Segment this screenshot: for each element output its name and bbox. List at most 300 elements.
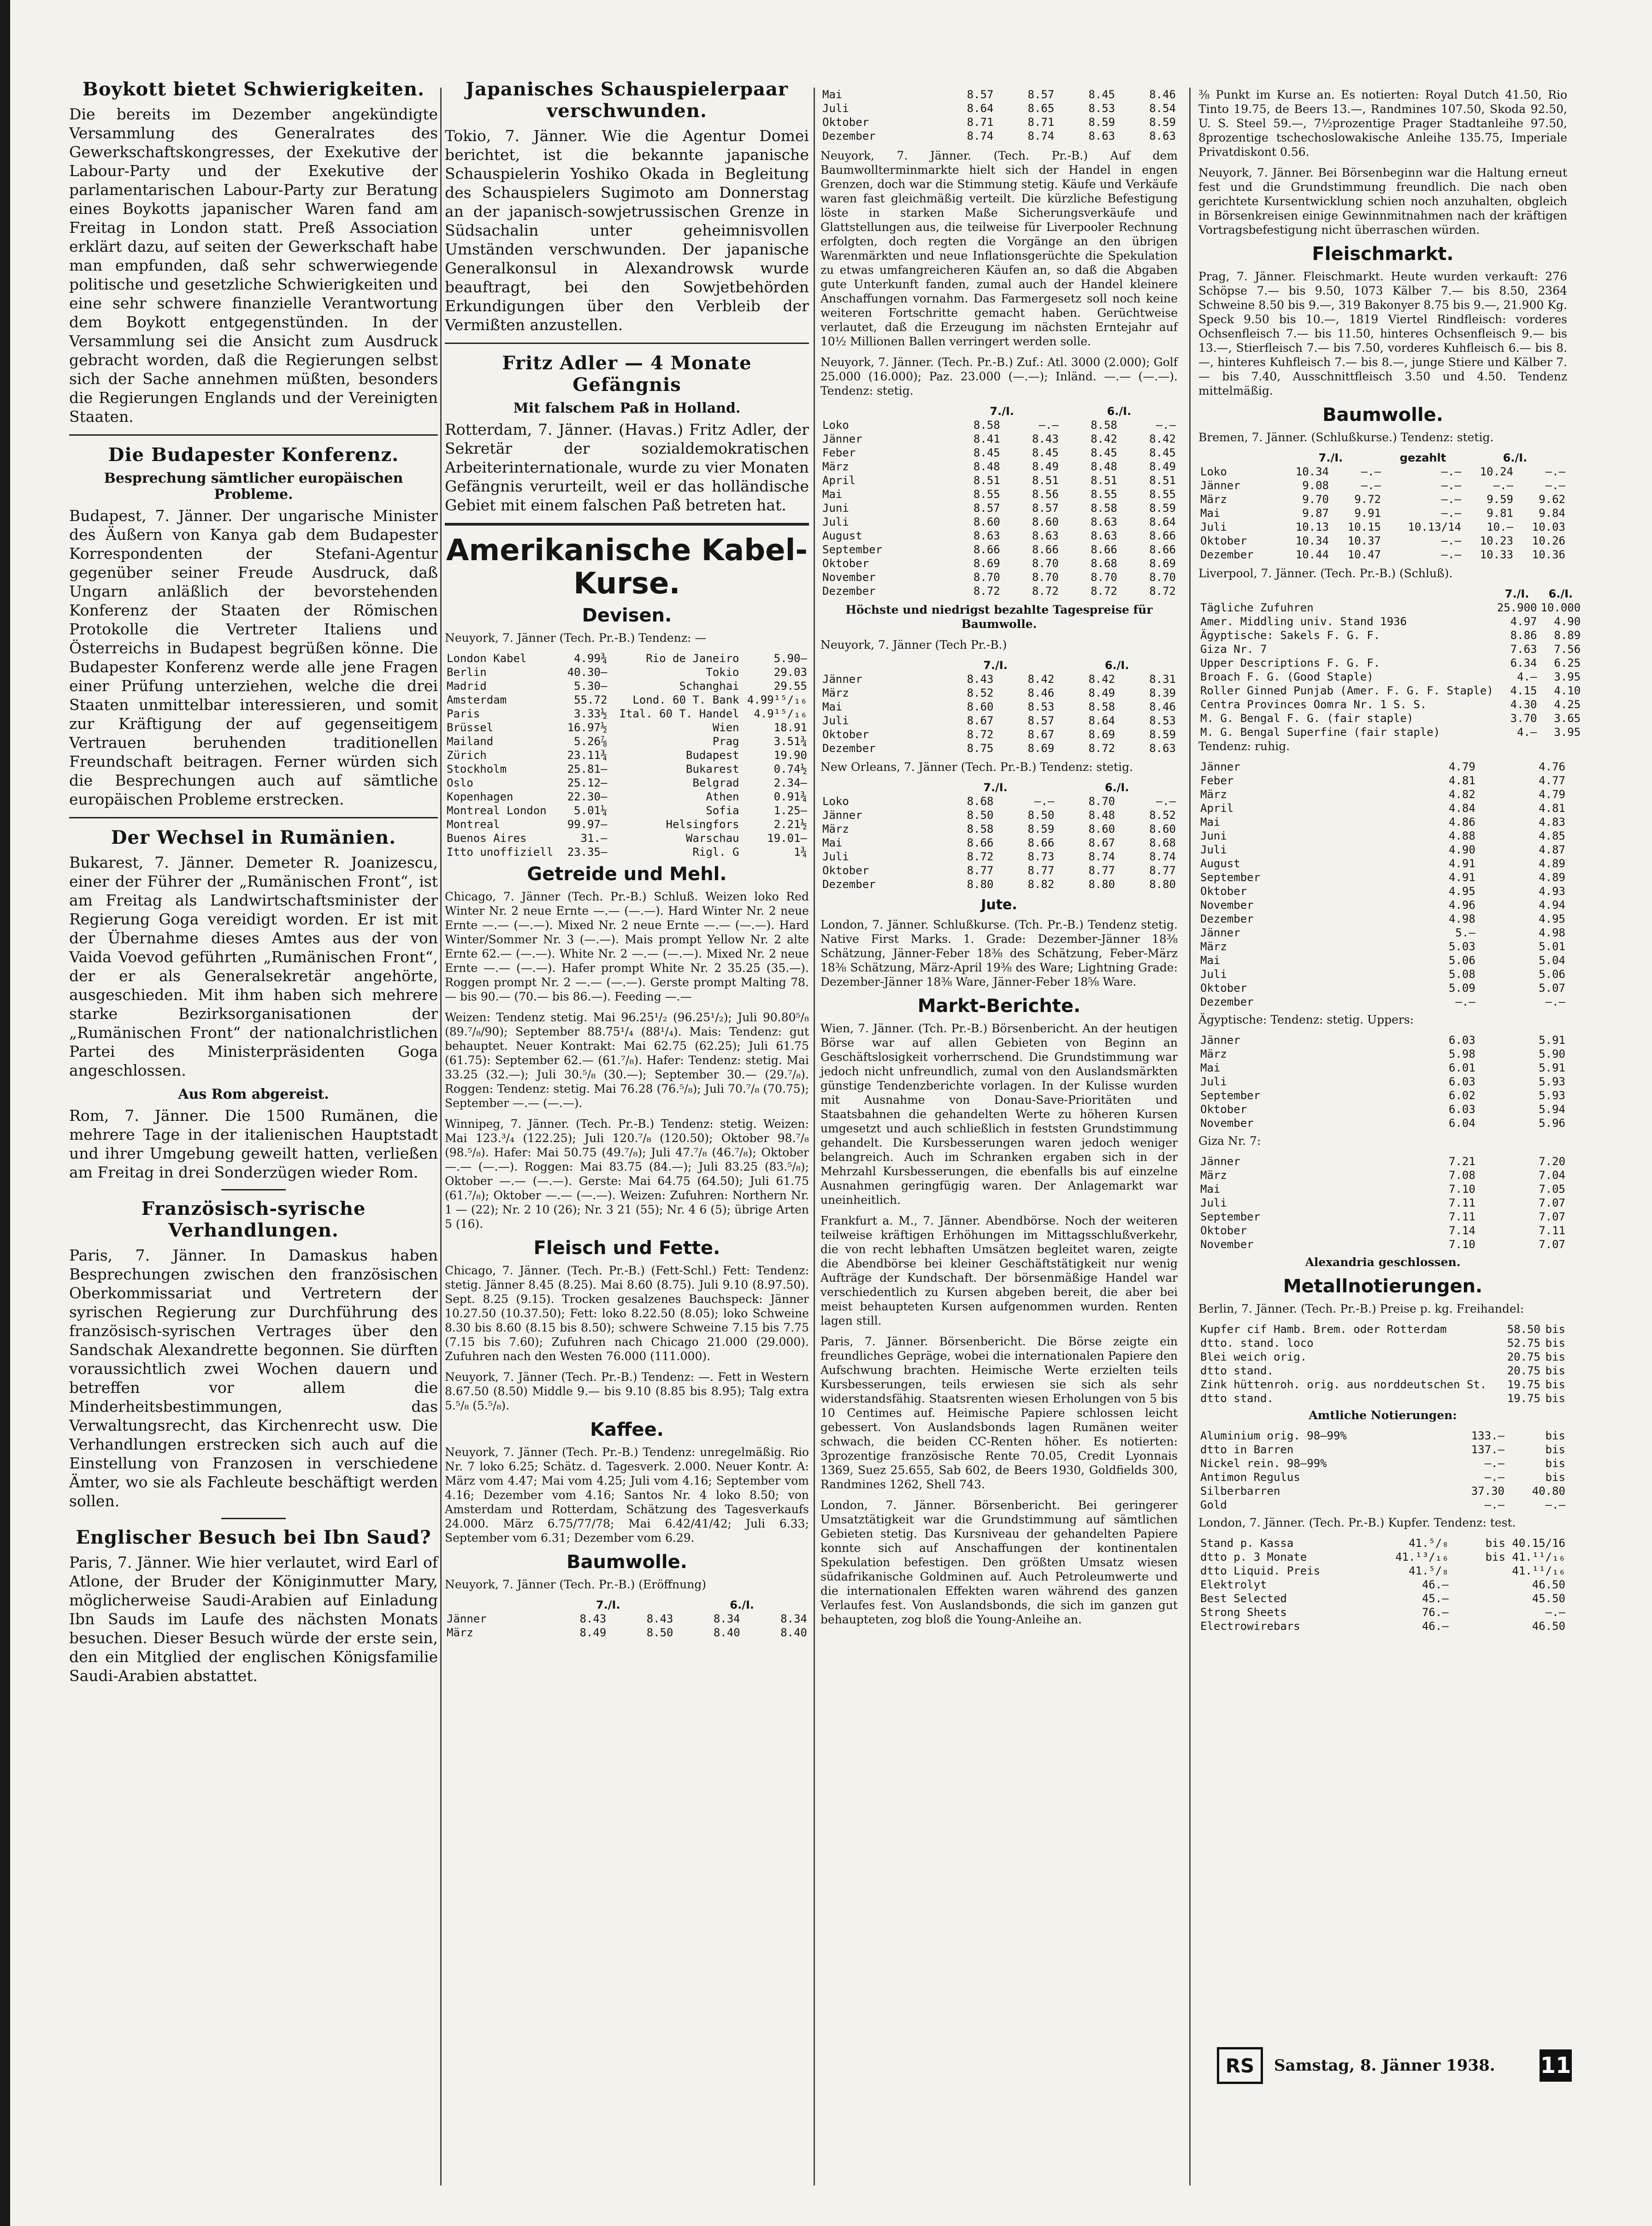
table-row bbox=[1198, 534, 1567, 548]
row-label: Jänner bbox=[822, 432, 862, 445]
kabel-title: Amerikanische Kabel-Kurse. bbox=[446, 533, 808, 601]
row-value: 4.83 bbox=[1539, 816, 1565, 829]
row-value: 8.66 bbox=[1032, 543, 1059, 556]
row-value: —.— bbox=[1545, 1606, 1565, 1619]
table-row bbox=[445, 762, 809, 776]
boykott-title: Boykott bietet Schwierigkeiten. bbox=[83, 78, 425, 100]
row-label: Montreal bbox=[447, 818, 500, 831]
row-value: 4.9¹⁵/₁₆ bbox=[754, 707, 807, 720]
row-value: Sofia bbox=[706, 804, 739, 817]
row-value: 8.58 bbox=[973, 419, 1000, 432]
row-value: 8.63 bbox=[1149, 130, 1176, 142]
row-value: Prag bbox=[712, 735, 739, 748]
table-row bbox=[445, 679, 809, 693]
table-row bbox=[1198, 479, 1567, 492]
row-value: 9.72 bbox=[1354, 493, 1381, 506]
row-value: 7.08 bbox=[1448, 1169, 1475, 1182]
table-header-cell bbox=[820, 658, 935, 672]
table-row bbox=[820, 487, 1178, 501]
row-value: 41.¹³/₁₆ bbox=[1395, 1551, 1449, 1563]
row-value: 8.43 bbox=[967, 673, 994, 686]
row-value: 8.66 bbox=[1149, 529, 1176, 542]
row-value: 25.12— bbox=[567, 776, 608, 789]
row-label: Mai bbox=[822, 836, 843, 849]
row-value: 5.90— bbox=[773, 652, 807, 665]
row-value: 8.67 bbox=[1088, 836, 1115, 849]
row-value: 8.74 bbox=[1149, 850, 1176, 863]
row-value: 8.50 bbox=[967, 809, 994, 822]
row-value: Helsingfors bbox=[666, 818, 739, 831]
table-row bbox=[445, 790, 809, 804]
table-row bbox=[1198, 601, 1582, 615]
row-value: 5.90 bbox=[1539, 1048, 1565, 1060]
table-row bbox=[1198, 884, 1567, 898]
row-label: Oktober bbox=[822, 728, 869, 741]
row-value: 8.67 bbox=[967, 714, 994, 727]
row-label: März bbox=[1200, 1048, 1227, 1060]
row-value: 8.80 bbox=[1149, 878, 1176, 891]
table-row bbox=[1198, 1484, 1567, 1498]
row-value: 8.43 bbox=[646, 1612, 673, 1625]
row-value: 4.98 bbox=[1448, 912, 1475, 925]
row-value: 4.77 bbox=[1539, 774, 1565, 787]
row-value: 7.14 bbox=[1448, 1224, 1475, 1237]
budapest-title: Die Budapester Konferenz. bbox=[108, 444, 399, 466]
table-row bbox=[1198, 1224, 1567, 1237]
row-value: 8.49 bbox=[579, 1626, 607, 1639]
row-value: 23.11¾ bbox=[567, 749, 608, 762]
syrien-title: Französisch-syrische Verhandlungen. bbox=[141, 1198, 366, 1241]
row-value: 8.42 bbox=[1091, 432, 1117, 445]
table-row bbox=[1198, 492, 1567, 506]
row-value: 4.81 bbox=[1448, 774, 1475, 787]
row-value: 19.75 bbox=[1507, 1392, 1540, 1405]
row-value: 8.60 bbox=[1149, 823, 1176, 835]
row-value: 4.85 bbox=[1539, 829, 1565, 842]
row-value: 4.30 bbox=[1510, 698, 1537, 711]
row-value: 16.97½ bbox=[567, 721, 608, 734]
row-label: März bbox=[822, 460, 849, 473]
table-row bbox=[1198, 898, 1567, 912]
table-row bbox=[820, 501, 1178, 515]
table-row bbox=[1198, 1075, 1567, 1089]
row-value: 6.01 bbox=[1448, 1061, 1475, 1074]
row-value: 8.48 bbox=[973, 460, 1000, 473]
frankfurt-text: Frankfurt a. M., 7. Jänner. Abendbörse. Noch der weiteren teilweise kräftigen Erhöhungen im Mittagsschlußverkehr, die von recht lebhaften Umsätzen begleitet waren, zeigte die Abendbörse bei kleiner Geschäftstätigkeit nur wenig Aufträge der Kundschaft. Der börsenmäßige Handel war verschiedentlich zu Kursen abgeben bereit, die aber bei meist behaupteten Kursen aufgenommen wurden. Renten lagen still. bbox=[820, 1214, 1178, 1327]
row-value: 10.34 bbox=[1295, 534, 1329, 547]
row-label: November bbox=[1200, 1238, 1254, 1251]
table-row bbox=[445, 651, 809, 665]
row-value: —.— bbox=[1484, 1471, 1504, 1484]
row-label: Jänner bbox=[1200, 926, 1240, 939]
table-row bbox=[1198, 1061, 1567, 1075]
table-row bbox=[1198, 1336, 1567, 1350]
table-row bbox=[1198, 1443, 1567, 1456]
row-value: 10.34 bbox=[1295, 465, 1329, 478]
row-label: Silberbarren bbox=[1200, 1485, 1280, 1498]
row-label: Juli bbox=[822, 714, 849, 727]
table-row bbox=[1198, 1102, 1567, 1116]
row-value: 8.68 bbox=[1091, 557, 1117, 570]
row-value: —.— bbox=[1156, 795, 1176, 808]
row-value: 9.87 bbox=[1302, 507, 1329, 520]
row-value: 7.07 bbox=[1539, 1238, 1565, 1251]
row-value: 8.54 bbox=[1149, 102, 1176, 115]
row-value: Rio de Janeiro bbox=[646, 652, 739, 665]
table-row bbox=[820, 115, 1178, 129]
row-value: —.— bbox=[1455, 995, 1475, 1008]
row-value: 4.87 bbox=[1539, 843, 1565, 856]
table-header-cell: 6./I. bbox=[730, 1598, 755, 1611]
table-row bbox=[1198, 801, 1567, 815]
london-text: London, 7. Jänner. Börsenbericht. Bei geringerer Umsatztätigkeit war die Grundstimmung auf sämtlichen Gebieten stetig. Das Kursniveau der gehandelten Papiere konnte sich auf Anschaffungen der kontinentalen Spekulation befestigen. Den größten Umsatz wiesen südafrikanische Goldminen auf. Auch Petroleumwerte und die internationalen Effekten waren während des ganzen Verlaufes fest. Von Auslandsbonds, die sich im ganzen gut behaupteten, zog bloß die Young-Anleihe an. bbox=[820, 1498, 1178, 1626]
row-value: Belgrad bbox=[692, 776, 739, 789]
row-value: 8.49 bbox=[1088, 687, 1115, 699]
row-value: —.— bbox=[1441, 534, 1461, 547]
table-header-cell: 6./I. bbox=[1107, 405, 1132, 418]
row-value: 5.07 bbox=[1539, 982, 1565, 995]
cotton-table-2 bbox=[820, 658, 1178, 755]
amtlich-label: Amtliche Notierungen: bbox=[1309, 1409, 1457, 1422]
table-row bbox=[445, 734, 809, 748]
row-value: 8.64 bbox=[967, 102, 994, 115]
row-value: 8.59 bbox=[1088, 116, 1115, 129]
row-value: Rigl. G bbox=[692, 846, 739, 858]
row-label: September bbox=[1200, 1210, 1261, 1223]
table-row bbox=[1198, 1619, 1567, 1633]
row-value: 8.77 bbox=[1027, 864, 1055, 877]
row-label: Loko bbox=[822, 795, 849, 808]
ibnsaud-title: Englischer Besuch bei Ibn Saud? bbox=[76, 1527, 431, 1548]
table-row bbox=[820, 877, 1178, 891]
row-value: 8.70 bbox=[1032, 571, 1059, 584]
row-value: 8.40 bbox=[780, 1626, 807, 1639]
row-value: bis bbox=[1545, 1471, 1565, 1484]
row-label: Oktober bbox=[1200, 1224, 1247, 1237]
row-value: bis bbox=[1545, 1364, 1565, 1377]
rom-text: Rom, 7. Jänner. Die 1500 Rumänen, die mehrere Tage in der italienischen Hauptstadt und ihrer Umgebung geweilt hatten, verließen am Freitag in drei Sonderzügen wieder Rom. bbox=[69, 1107, 438, 1181]
divider bbox=[445, 523, 809, 526]
row-label: Ägyptische: Sakels F. G. F. bbox=[1200, 629, 1381, 642]
row-value: 7.10 bbox=[1448, 1238, 1475, 1251]
london-metal-header: London, 7. Jänner. (Tech. Pr.-B.) Kupfer. Tendenz: test. bbox=[1198, 1516, 1516, 1529]
table-row bbox=[1198, 1498, 1567, 1512]
row-label: April bbox=[822, 474, 856, 487]
row-value: —.— bbox=[1484, 1498, 1504, 1511]
row-value: 58.50 bbox=[1507, 1323, 1540, 1336]
row-value: 133.— bbox=[1471, 1429, 1504, 1442]
row-value: 8.66 bbox=[1027, 836, 1055, 849]
row-value: 5.09 bbox=[1448, 982, 1475, 995]
row-label: Brüssel bbox=[447, 721, 494, 734]
row-label: März bbox=[1200, 788, 1227, 801]
row-value: 8.75 bbox=[967, 742, 994, 755]
table-row bbox=[1198, 1456, 1567, 1470]
row-value: 8.69 bbox=[1027, 742, 1055, 755]
table-header-row bbox=[820, 404, 1178, 418]
row-value: 8.77 bbox=[1149, 864, 1176, 877]
row-label: Mai bbox=[822, 88, 843, 101]
table-row bbox=[1198, 642, 1582, 656]
row-value: bis bbox=[1545, 1457, 1565, 1470]
table-header-cell: 7./I. bbox=[983, 781, 1008, 794]
row-label: August bbox=[822, 529, 862, 542]
row-label: Mai bbox=[1200, 507, 1221, 520]
row-value: 8.42 bbox=[1149, 432, 1176, 445]
row-label: Itto unoffiziell bbox=[447, 846, 554, 858]
table-row bbox=[1198, 670, 1582, 684]
row-value: 4.15 bbox=[1510, 684, 1537, 697]
row-value: 8.43 bbox=[579, 1612, 607, 1625]
cotton-table-1 bbox=[820, 404, 1178, 598]
table-row bbox=[1198, 548, 1567, 562]
rumaenien-text: Bukarest, 7. Jänner. Demeter R. Joanizescu, einer der Führer der „Rumänischen Front“, ist am Freitag als Landwirtschaftsminister der Regierung Goga vereidigt worden. Er ist mit der Übernahme dieses Amtes aus der von Vaida Voevod geführten „Rumänischen Front“, der er als Generalsekretär angehörte, ausgeschieden. Mit ihm haben sich mehrere starke Bezirksorganisationen der „Rumänischen Front“ der nationalchristlichen Partei des Ministerpräsidenten Goga angeschlossen. bbox=[69, 853, 438, 1079]
row-value: 8.74 bbox=[1027, 130, 1055, 142]
row-label: Loko bbox=[1200, 465, 1227, 478]
table-row bbox=[1198, 615, 1582, 628]
row-value: 8.49 bbox=[1032, 460, 1059, 473]
table-row bbox=[445, 665, 809, 679]
budapest-text: Budapest, 7. Jänner. Der ungarische Minister des Äußern von Kanya gab dem Budapester Korrespondenten der Stefani-Agentur gegenüber seiner Freude Ausdruck, daß Ungarn anläßlich der bevorstehenden Konferenz der Staaten der Römischen Protokolle die Vertreter Italiens und Österreichs in Budapest begrüßen könne. Die Budapester Konferenz werde alle jene Fragen einer Prüfung unterziehen, welche die drei Staaten unmittelbar interessieren, und somit zur Kräftigung der auf gegenseitigem Vertrauen beruhenden traditionellen Freundschaft beitragen. Ferner würden sich die Besprechungen auch auf sämtliche europäischen Probleme erstrecken. bbox=[69, 507, 438, 808]
row-label: Feber bbox=[1200, 774, 1234, 787]
divider bbox=[445, 343, 809, 344]
row-value: 5.06 bbox=[1539, 968, 1565, 981]
row-value: 8.63 bbox=[1149, 742, 1176, 755]
row-value: 8.70 bbox=[1032, 557, 1059, 570]
row-value: —.— bbox=[1441, 493, 1461, 506]
row-value: 46.— bbox=[1422, 1620, 1449, 1633]
row-value: 6.02 bbox=[1448, 1089, 1475, 1102]
row-value: 8.72 bbox=[1032, 585, 1059, 598]
table-row bbox=[1198, 981, 1567, 995]
table-row bbox=[1198, 1210, 1567, 1224]
row-value: 137.— bbox=[1471, 1443, 1504, 1456]
row-value: bis bbox=[1545, 1337, 1565, 1350]
table-row bbox=[1198, 926, 1567, 940]
row-value: 20.75 bbox=[1507, 1350, 1540, 1363]
table-row bbox=[1198, 711, 1582, 725]
row-value: 9.62 bbox=[1539, 493, 1565, 506]
row-value: 8.51 bbox=[1149, 474, 1176, 487]
row-value: 8.52 bbox=[1149, 809, 1176, 822]
table-row bbox=[1198, 1182, 1567, 1196]
row-value: 10.— bbox=[1487, 521, 1513, 533]
page-edge bbox=[0, 0, 10, 2226]
row-label: Loko bbox=[822, 419, 849, 432]
row-value: bis bbox=[1545, 1429, 1565, 1442]
row-label: Jänner bbox=[822, 673, 862, 686]
row-value: 8.57 bbox=[967, 88, 994, 101]
table-row bbox=[820, 836, 1178, 850]
giza-header: Giza Nr. 7: bbox=[1198, 1134, 1261, 1148]
row-value: 22.30— bbox=[567, 790, 608, 803]
table-row bbox=[445, 721, 809, 734]
row-value: —.— bbox=[1441, 507, 1461, 520]
row-value: 5.01¼ bbox=[574, 804, 608, 817]
row-value: 31.— bbox=[580, 832, 608, 845]
row-value: 8.77 bbox=[1088, 864, 1115, 877]
row-value: 4.95 bbox=[1448, 885, 1475, 898]
row-value: 9.70 bbox=[1302, 493, 1329, 506]
row-label: September bbox=[1200, 871, 1261, 884]
row-value: 8.55 bbox=[1149, 488, 1176, 501]
row-value: 10.47 bbox=[1347, 548, 1381, 561]
table-row bbox=[1198, 815, 1567, 829]
row-value: 8.60 bbox=[1032, 515, 1059, 528]
table-row bbox=[820, 570, 1178, 584]
row-value: 5.91 bbox=[1539, 1034, 1565, 1047]
table-row bbox=[820, 529, 1178, 543]
jute-title: Jute. bbox=[981, 897, 1017, 913]
table-row bbox=[820, 822, 1178, 836]
weizen-text: Weizen: Tendenz stetig. Mai 96.25¹/₂ (96.25¹/₂); Juli 90.80⁵/₈ (89.⁷/₈/90); September 88.75¹/₄ (88¹/₄). Mais: Tendenz: gut behauptet. Neuer Kontrakt: Mai 62.75 (62.25); Juli 61.75 (61.75): September 62.— (61.⁷/₈). Hafer: Tendenz: stetig. Mai 33.25 (32.—); Juli 30.⁵/₈ (30.—); September 30.— (29.⁷/₈). Roggen: Tendenz: stetig. Mai 76.28 (76.⁵/₈); Juli 70.⁷/₈ (70.75); September —.— (—.—). bbox=[445, 1011, 809, 1110]
row-value: 8.58 bbox=[967, 823, 994, 835]
row-label: Roller Ginned Punjab (Amer. F. G. F. Staple) bbox=[1200, 684, 1493, 697]
row-value: 5.26⅞ bbox=[574, 735, 608, 748]
row-value: 8.72 bbox=[967, 728, 994, 741]
row-value: 8.71 bbox=[1027, 116, 1055, 129]
table-row bbox=[1198, 684, 1582, 698]
row-value: 7.63 bbox=[1510, 643, 1537, 656]
hoechst-title: Höchste und niedrigst bezahlte Tagespreise für Baumwolle. bbox=[845, 603, 1153, 631]
row-value: 7.07 bbox=[1539, 1196, 1565, 1209]
row-label: Juli bbox=[1200, 968, 1227, 981]
row-value: Wien bbox=[712, 721, 739, 734]
top-text: ⅜ Punkt im Kurse an. Es notierten: Royal Dutch 41.50, Rio Tinto 19.75, de Beers 13.—, Randmines 107.50, Skoda 92.50, U. S. Steel 59.—, 7½prozentige Prager Stadtanleihe 97.50, 8prozentige tschechoslowakische Anleihe 135.75, Imperiale Privatdiskont 0.56. bbox=[1198, 88, 1567, 159]
table-row bbox=[820, 446, 1178, 460]
row-value: 5.96 bbox=[1539, 1117, 1565, 1130]
row-value: 5.93 bbox=[1539, 1075, 1565, 1088]
table-row bbox=[820, 584, 1178, 598]
ibnsaud-text: Paris, 7. Jänner. Wie hier verlautet, wird Earl of Atlone, der Bruder der Königinmutter Mary, möglicherweise Saudi-Arabien auf Einladung Ibn Sauds im Laufe des nächsten Monats besuchen. Dieser Besuch würde der erste sein, den ein Mitglied der englischen Königsfamilie Saudi-Arabien abstattet. bbox=[69, 1553, 438, 1685]
row-value: 8.48 bbox=[1091, 460, 1117, 473]
row-value: 8.51 bbox=[1032, 474, 1059, 487]
row-value: 99.97— bbox=[567, 818, 608, 831]
table-header-cell bbox=[820, 781, 935, 794]
alexandria-note: Alexandria geschlossen. bbox=[1305, 1255, 1461, 1269]
row-label: Mai bbox=[822, 488, 843, 501]
row-value: 8.45 bbox=[1032, 446, 1059, 459]
row-value: 8.46 bbox=[1149, 88, 1176, 101]
table-row bbox=[1198, 1429, 1567, 1443]
column-rule bbox=[440, 88, 442, 2185]
table-header-cell: 6./I. bbox=[1104, 781, 1129, 794]
row-label: März bbox=[1200, 493, 1227, 506]
bremen-table bbox=[1198, 451, 1567, 562]
table-row bbox=[820, 728, 1178, 741]
row-value: 10.37 bbox=[1347, 534, 1381, 547]
table-header-cell bbox=[820, 404, 944, 418]
row-value: —.— bbox=[1361, 479, 1381, 492]
row-value: 5.01 bbox=[1539, 940, 1565, 953]
row-value: 9.81 bbox=[1487, 507, 1513, 520]
row-label: Oktober bbox=[1200, 885, 1247, 898]
row-value: 4.95 bbox=[1539, 912, 1565, 925]
row-value: 8.34 bbox=[713, 1612, 740, 1625]
row-value: bis bbox=[1545, 1350, 1565, 1363]
row-label: dtto in Barren bbox=[1200, 1443, 1294, 1456]
row-label: Juli bbox=[1200, 1196, 1227, 1209]
row-label: Dezember bbox=[822, 130, 876, 142]
row-value: 8.45 bbox=[1091, 446, 1117, 459]
table-row bbox=[820, 808, 1178, 822]
table-row bbox=[1198, 1564, 1567, 1578]
table-row bbox=[820, 850, 1178, 864]
row-value: 8.82 bbox=[1027, 878, 1055, 891]
row-value: 8.69 bbox=[1149, 557, 1176, 570]
hoechst-header: Neuyork, 7. Jänner (Tech Pr.-B.) bbox=[820, 638, 1007, 651]
table-row bbox=[445, 748, 809, 762]
table-row bbox=[445, 831, 809, 845]
row-value: 4.94 bbox=[1539, 899, 1565, 912]
column-4 bbox=[1198, 88, 1581, 2190]
table-row bbox=[1198, 656, 1582, 670]
table-row bbox=[1198, 1592, 1567, 1605]
table-header-cell: 7./I. bbox=[1318, 451, 1343, 464]
row-value: 8.55 bbox=[1091, 488, 1117, 501]
row-value: 8.67 bbox=[1027, 728, 1055, 741]
baumwolle4-title: Baumwolle. bbox=[1322, 404, 1443, 426]
table-row bbox=[1198, 829, 1567, 843]
row-value: 41.¹¹/₁₆ bbox=[1512, 1564, 1565, 1577]
row-value: 8.72 bbox=[1149, 585, 1176, 598]
table-row bbox=[1198, 1154, 1567, 1168]
table-row bbox=[1198, 1196, 1567, 1210]
liverpool-table bbox=[1198, 587, 1582, 739]
row-label: Berlin bbox=[447, 666, 487, 679]
row-value: 8.64 bbox=[1088, 714, 1115, 727]
row-value: 8.74 bbox=[1088, 850, 1115, 863]
table-row bbox=[820, 432, 1178, 446]
boykott-text: Die bereits im Dezember angekündigte Versammlung des Generalrates des Gewerkschaftskongresses, der Exekutive der Labour-Party und der Exekutive der parlamentarischen Labour-Party zur Beratung eines Boykotts japanischer Waren fand am Freitag in London statt. Preß Association erklärt dazu, auf seiten der Gewerkschaft habe man empfunden, daß sehr schwerwiegende politische und gesetzliche Schwierigkeiten und eine sehr schwere finanzielle Verantwortung dem Boykott entgegenstünden. In der Versammlung sei die Ansicht zum Ausdruck gebracht worden, daß die Regierungen selbst sich der Sache annehmen müßten, besonders die Regierungen Englands und der Vereinigten Staaten. bbox=[69, 105, 438, 426]
table-row bbox=[1198, 1536, 1567, 1550]
table-row bbox=[1198, 912, 1567, 926]
table-row bbox=[1198, 1168, 1567, 1182]
zufuhr-text: Neuyork, 7. Jänner. (Tech. Pr.-B.) Zuf.: Atl. 3000 (2.000); Golf 25.000 (16.000); Paz. 23.000 (—.—); Inländ. —.— (—.—). Tendenz: stetig. bbox=[820, 355, 1178, 397]
table-row bbox=[1198, 1089, 1567, 1102]
table-header-row bbox=[1198, 587, 1582, 601]
row-label: März bbox=[1200, 940, 1227, 953]
row-value: 3.51¾ bbox=[773, 735, 807, 748]
table-row bbox=[445, 776, 809, 790]
row-label: London Kabel bbox=[447, 652, 527, 665]
table-row bbox=[1198, 506, 1567, 520]
row-label: März bbox=[1200, 1169, 1227, 1182]
row-value: 8.86 bbox=[1510, 629, 1537, 642]
table-row bbox=[1198, 1237, 1567, 1251]
row-value: Athen bbox=[706, 790, 739, 803]
row-label: Juli bbox=[1200, 843, 1227, 856]
row-value: 8.41 bbox=[973, 432, 1000, 445]
table-header-cell: 6./I. bbox=[1548, 587, 1573, 600]
row-value: 9.91 bbox=[1354, 507, 1381, 520]
row-value: 9.59 bbox=[1487, 493, 1513, 506]
row-value: —.— bbox=[1545, 1498, 1565, 1511]
rom-subtitle: Aus Rom abgereist. bbox=[178, 1086, 329, 1102]
row-value: 10.13/14 bbox=[1408, 521, 1461, 533]
row-value: 8.66 bbox=[973, 543, 1000, 556]
row-value: 7.04 bbox=[1539, 1169, 1565, 1182]
row-value: 2.34— bbox=[773, 776, 807, 789]
divider bbox=[69, 434, 438, 436]
divider bbox=[69, 817, 438, 818]
row-value: 8.51 bbox=[1091, 474, 1117, 487]
table-row bbox=[1198, 857, 1567, 870]
table-row bbox=[445, 817, 809, 831]
row-label: dtto stand. bbox=[1200, 1364, 1274, 1377]
row-value: 8.89 bbox=[1554, 629, 1581, 642]
row-label: Jänner bbox=[822, 809, 862, 822]
